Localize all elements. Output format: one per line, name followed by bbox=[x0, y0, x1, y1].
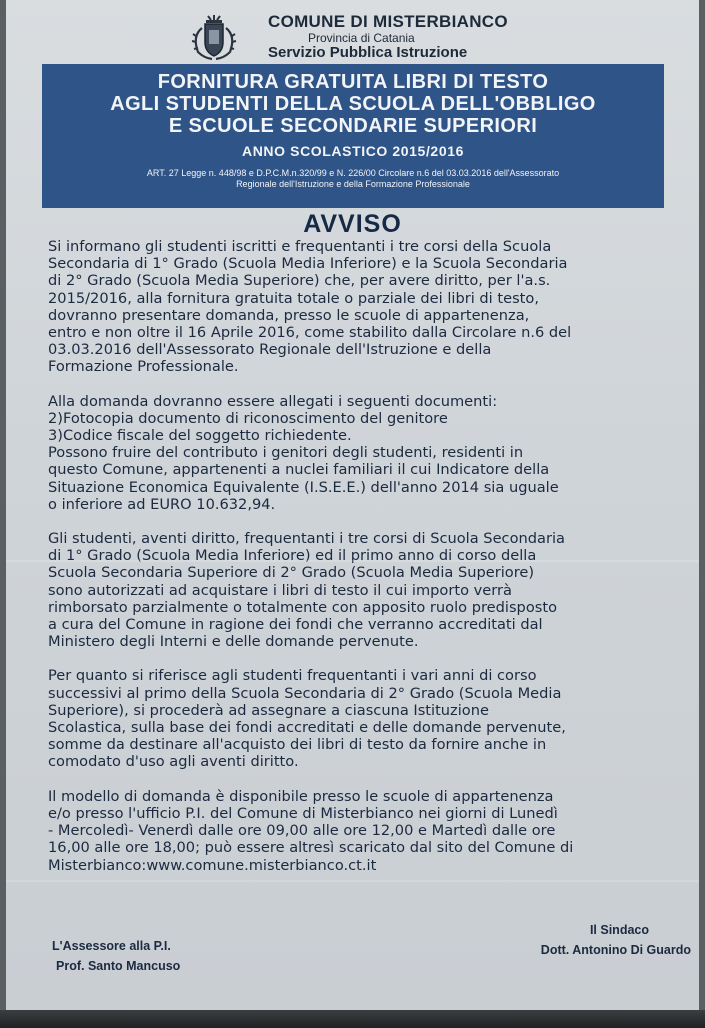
text-line: sono autorizzati ad acquistare i libri di testo il cui importo verrà bbox=[48, 581, 512, 599]
text-line: Scuola Secondaria Superiore di 2° Grado (Scuola Media Superiore) bbox=[48, 564, 535, 582]
service-name: Servizio Pubblica Istruzione bbox=[268, 44, 468, 61]
text-line: Situazione Economica Equivalente (I.S.E.E.) dell'anno 2014 sia uguale bbox=[48, 478, 559, 496]
banner-title bbox=[42, 64, 664, 137]
text-line: Scolastica, sulla base dei fondi accreditati e delle domande pervenute, bbox=[48, 719, 566, 737]
text-line: Per quanto si riferisce agli studenti frequentanti i vari anni di corso bbox=[48, 667, 537, 685]
paragraph-application bbox=[48, 238, 698, 376]
mayor-role: Il Sindaco bbox=[589, 923, 649, 937]
text-line: rimborsato parzialmente o totalmente con apposito ruolo predisposto bbox=[48, 598, 557, 616]
paragraph-form-availability bbox=[48, 788, 698, 874]
text-line: Si informano gli studenti iscritti e frequentanti i tre corsi della Scuola bbox=[48, 238, 552, 255]
text-line: Secondaria di 1° Grado (Scuola Media Inferiore) e la Scuola Secondaria bbox=[48, 255, 568, 273]
text-line: di 2° Grado (Scuola Media Superiore) che, per avere diritto, per l'a.s. bbox=[48, 272, 551, 290]
text-line: Gli studenti, aventi diritto, frequentanti i tre corsi di Scuola Secondaria bbox=[48, 530, 565, 548]
legal-reference bbox=[42, 168, 664, 190]
municipality-name: COMUNE DI MISTERBIANCO bbox=[268, 12, 508, 31]
municipality-block bbox=[268, 12, 568, 61]
text-line: - Mercoledì- Venerdì dalle ore 09,00 alle ore 12,00 e Martedì dalle ore bbox=[48, 822, 556, 840]
website-text: Misterbianco:www.comune.misterbianco.ct.it bbox=[48, 856, 377, 874]
text-line: Il modello di domanda è disponibile presso le scuole di appartenenza bbox=[48, 787, 554, 805]
text-line: dovranno presentare domanda, presso le scuole di appartenenza, bbox=[48, 306, 530, 324]
assessor-signature bbox=[52, 936, 180, 976]
text-line: questo Comune, appartenenti a nuclei familiari il cui Indicatore della bbox=[48, 461, 550, 479]
text-line: somme da destinare all'acquisto dei libri di testo da fornire anche in bbox=[48, 736, 547, 754]
legal-reference-line: Regionale dell'Istruzione e della Formazione Professionale bbox=[236, 179, 470, 189]
header bbox=[6, 8, 699, 64]
paragraph-later-years bbox=[48, 667, 698, 770]
text-line: 03.03.2016 dell'Assessorato Regionale dell'Istruzione e della bbox=[48, 341, 492, 359]
text-line: Superiore), si procederà ad assegnare a ciascuna Istituzione bbox=[48, 701, 489, 719]
assessor-name: Prof. Santo Mancuso bbox=[56, 959, 181, 973]
text-line: entro e non oltre il 16 Aprile 2016, come stabilito dalla Circolare n.6 del bbox=[48, 324, 572, 342]
school-year: ANNO SCOLASTICO 2015/2016 bbox=[242, 143, 464, 159]
province-name: Provincia di Catania bbox=[308, 31, 415, 45]
text-line: 2015/2016, alla fornitura gratuita totale o parziale dei libri di testo, bbox=[48, 289, 539, 307]
text-line: Ministero degli Interni e delle domande pervenute. bbox=[48, 633, 419, 651]
text-line: Possono fruire del contributo i genitori degli studenti, residenti in bbox=[48, 444, 524, 462]
paragraph-first-year bbox=[48, 530, 698, 650]
mayor-signature bbox=[541, 920, 691, 960]
text-line: comodato d'uso agli aventi diritto. bbox=[48, 753, 299, 771]
text-line: 2)Fotocopia documento di riconoscimento del genitore bbox=[48, 409, 448, 427]
notice-heading: AVVISO bbox=[303, 210, 402, 238]
text-line: o inferiore ad EURO 10.632,94. bbox=[48, 495, 276, 513]
notice-body bbox=[48, 238, 698, 891]
legal-reference-line: ART. 27 Legge n. 448/98 e D.P.C.M.n.320/99 e N. 226/00 Circolare n.6 del 03.03.2016 dell'Assessorato bbox=[146, 168, 560, 178]
coat-of-arms-icon bbox=[184, 14, 244, 62]
text-line: 16,00 alle ore 18,00; può essere altresì scaricato dal sito del Comune di bbox=[48, 839, 574, 857]
banner-title-line: FORNITURA GRATUITA LIBRI DI TESTO bbox=[157, 71, 549, 93]
text-line: successivi al primo della Scuola Secondaria di 2° Grado (Scuola Media bbox=[48, 684, 562, 702]
text-line: di 1° Grado (Scuola Media Inferiore) ed il primo anno di corso della bbox=[48, 547, 537, 565]
text-line: a cura del Comune in ragione dei fondi che verranno accreditati dal bbox=[48, 616, 543, 634]
text-line: e/o presso l'ufficio P.I. del Comune di Misterbianco nei giorni di Lunedì bbox=[48, 804, 558, 822]
title-banner bbox=[42, 64, 664, 208]
text-line: Alla domanda dovranno essere allegati i seguenti documenti: bbox=[48, 392, 498, 410]
paper-crease bbox=[6, 560, 699, 562]
ground bbox=[0, 1010, 705, 1028]
text-line: Formazione Professionale. bbox=[48, 358, 239, 376]
banner-title-line: E SCUOLE SECONDARIE SUPERIORI bbox=[168, 115, 538, 137]
assessor-role: L'Assessore alla P.I. bbox=[52, 939, 171, 953]
banner-title-line: AGLI STUDENTI DELLA SCUOLA DELL'OBBLIGO bbox=[110, 93, 596, 115]
notice-poster bbox=[6, 0, 699, 1012]
paragraph-documents bbox=[48, 393, 698, 513]
paper-crease bbox=[6, 880, 699, 882]
mayor-name: Dott. Antonino Di Guardo bbox=[540, 943, 691, 957]
text-line: 3)Codice fiscale del soggetto richiedente. bbox=[48, 427, 352, 445]
